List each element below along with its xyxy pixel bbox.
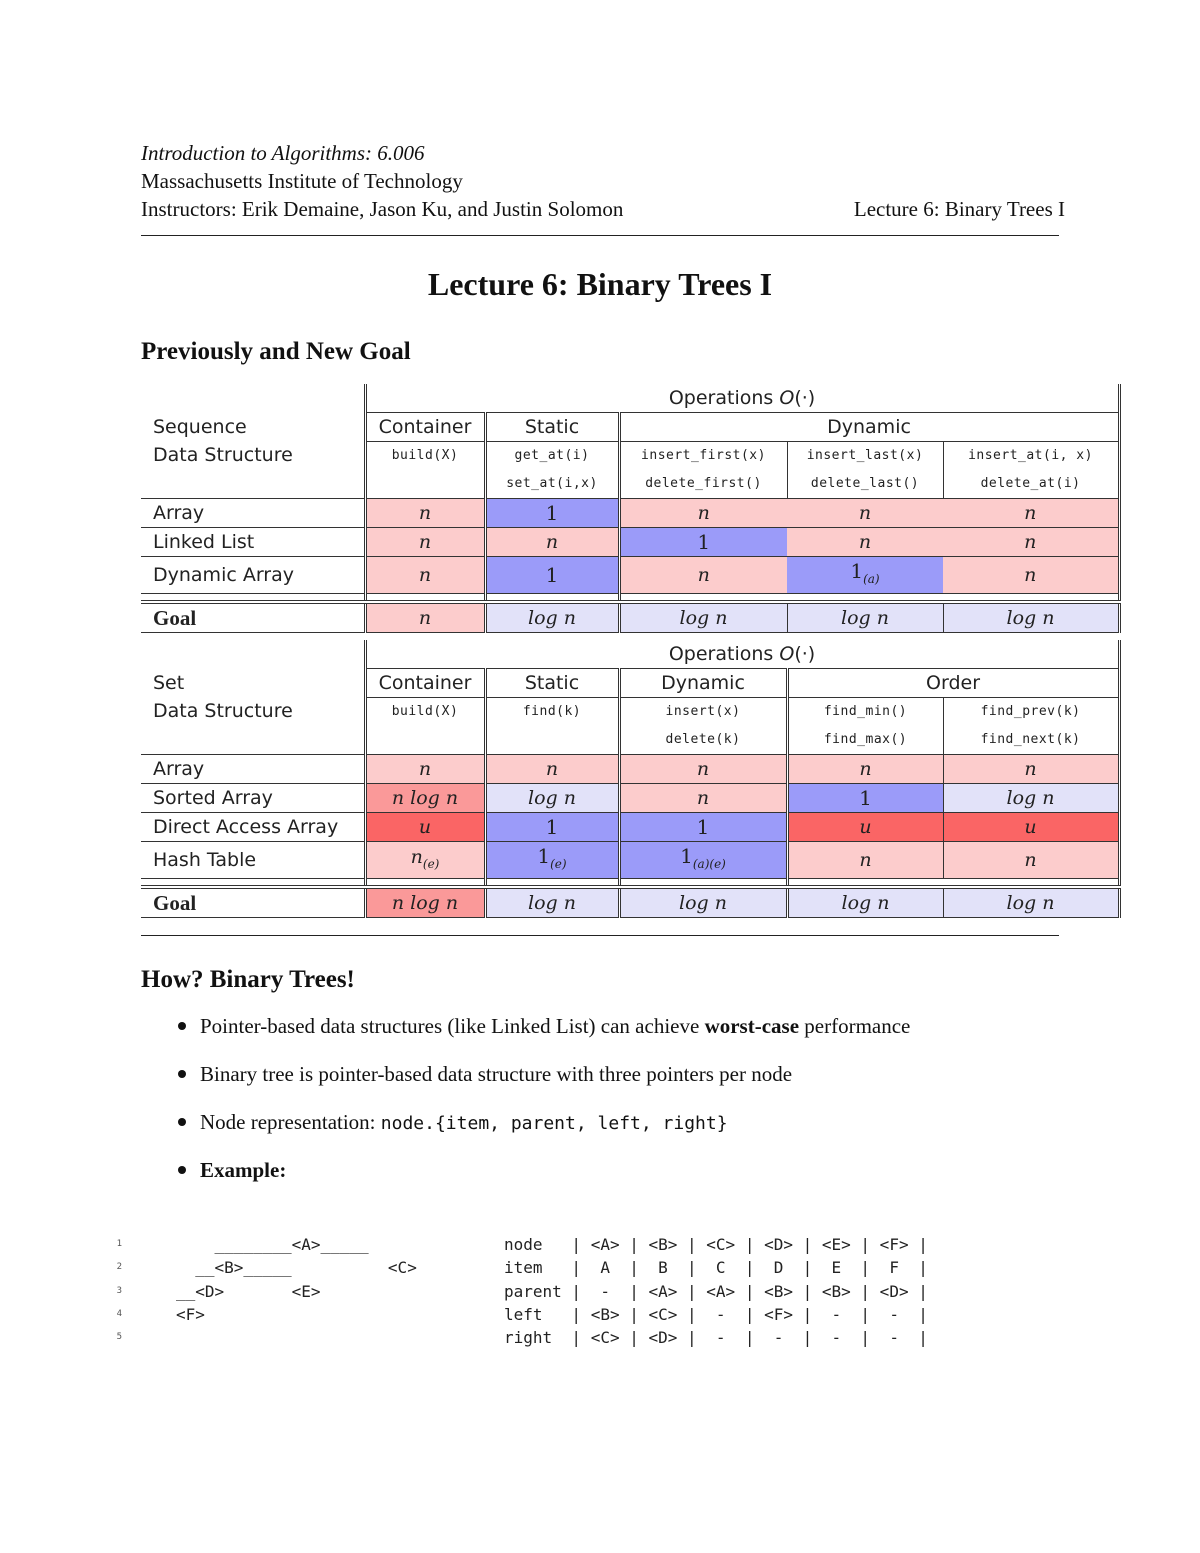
group-dynamic: Dynamic bbox=[619, 413, 1119, 442]
list-item: Node representation: node.{item, parent, left, right} bbox=[172, 1108, 910, 1156]
ds-label: Sequence Data Structure bbox=[141, 413, 365, 499]
table-row: Array n 1 n n n bbox=[141, 499, 1119, 528]
group-static: Static bbox=[485, 669, 619, 698]
set-comparison-table bbox=[141, 640, 1121, 918]
group-container: Container bbox=[365, 669, 485, 698]
institute-name: Massachusetts Institute of Technology bbox=[141, 169, 463, 193]
op-insert-first: insert_first(x) bbox=[619, 442, 787, 471]
op-insert: insert(x) bbox=[619, 698, 787, 727]
op-find-next: find_next(k) bbox=[943, 726, 1119, 755]
group-dynamic: Dynamic bbox=[619, 669, 787, 698]
op-delete: delete(k) bbox=[619, 726, 787, 755]
list-item: Pointer-based data structures (like Linked List) can achieve worst-case performance bbox=[172, 1012, 910, 1060]
course-title: Introduction to Algorithms: 6.006 bbox=[141, 141, 425, 165]
goal-row: Goal n log n log n log n log n bbox=[141, 602, 1119, 633]
group-static: Static bbox=[485, 413, 619, 442]
op-delete-last: delete_last() bbox=[787, 470, 943, 499]
group-order: Order bbox=[787, 669, 1119, 698]
op-empty bbox=[365, 470, 485, 499]
table-row: Hash Table $n_{(e)}$ $1_{(e)}$ $1_{(a)(e)}$ n n bbox=[141, 842, 1119, 879]
ops-header: Operations O(·) bbox=[365, 384, 1119, 413]
instructors: Instructors: Erik Demaine, Jason Ku, and Justin Solomon bbox=[141, 197, 624, 221]
op-find: find(k) bbox=[485, 698, 619, 727]
section-rule bbox=[141, 935, 1059, 936]
table-row: Dynamic Array n 1 n $1_{(a)}$ n bbox=[141, 557, 1119, 594]
ops-header: Operations O(·) bbox=[365, 640, 1119, 669]
lecture-tag: Lecture 6: Binary Trees I bbox=[853, 197, 1065, 221]
op-find-min: find_min() bbox=[787, 698, 943, 727]
op-insert-last: insert_last(x) bbox=[787, 442, 943, 471]
bullet-list bbox=[172, 1012, 910, 1204]
op-find-prev: find_prev(k) bbox=[943, 698, 1119, 727]
section-heading-binary-trees: How? Binary Trees! bbox=[141, 966, 355, 993]
op-delete-at: delete_at(i) bbox=[943, 470, 1119, 499]
ds-label: Set Data Structure bbox=[141, 669, 365, 755]
section-heading-previously: Previously and New Goal bbox=[141, 338, 411, 365]
op-insert-at: insert_at(i, x) bbox=[943, 442, 1119, 471]
op-find-max: find_max() bbox=[787, 726, 943, 755]
table-row: Linked List n n 1 n n bbox=[141, 528, 1119, 557]
goal-row: Goal n log n log n log n log n log n bbox=[141, 887, 1119, 918]
page-title: Lecture 6: Binary Trees I bbox=[427, 266, 773, 302]
table-row: Array n n n n n bbox=[141, 755, 1119, 784]
table-row: Direct Access Array u 1 1 u u bbox=[141, 813, 1119, 842]
table-row: Sorted Array n log n log n n 1 log n bbox=[141, 784, 1119, 813]
list-item: Example: bbox=[172, 1156, 910, 1204]
header-rule bbox=[141, 235, 1059, 236]
op-empty bbox=[365, 726, 485, 755]
sequence-comparison-table bbox=[141, 384, 1121, 633]
list-item: Binary tree is pointer-based data structure with three pointers per node bbox=[172, 1060, 910, 1108]
op-set-at: set_at(i,x) bbox=[485, 470, 619, 499]
group-container: Container bbox=[365, 413, 485, 442]
op-get-at: get_at(i) bbox=[485, 442, 619, 471]
op-build: build(X) bbox=[365, 442, 485, 471]
op-build: build(X) bbox=[365, 698, 485, 727]
op-empty bbox=[485, 726, 619, 755]
op-delete-first: delete_first() bbox=[619, 470, 787, 499]
